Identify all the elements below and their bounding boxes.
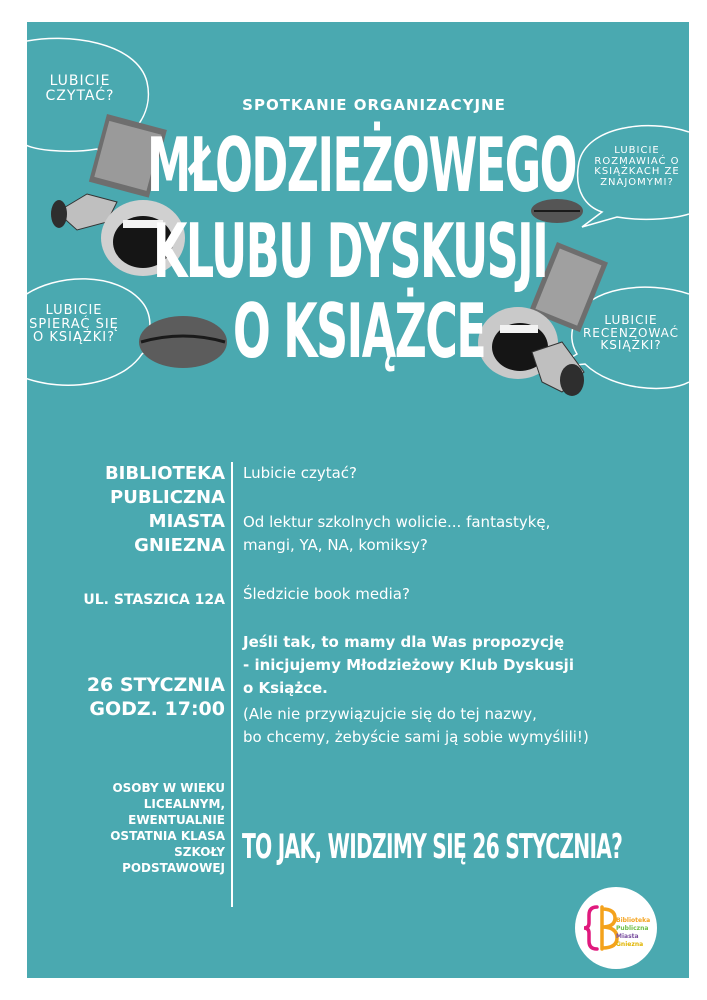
audience-line-4: OSTATNIA KLASA: [110, 829, 225, 843]
logo-brace-icon: [584, 907, 597, 949]
audience-line-5: SZKOŁY: [174, 845, 225, 859]
library-line-2: PUBLICZNA: [110, 487, 225, 508]
body-paragraph-2: [243, 511, 550, 557]
library-line-4: GNIEZNA: [134, 535, 225, 556]
collage-lips-left: [139, 316, 227, 368]
body-paragraph-5-line-1: (Ale nie przywiązujcie się do tej nazwy,: [243, 705, 537, 723]
logo-line-4: Gniezna: [616, 941, 644, 948]
audience-line-3: EWENTUALNIE: [128, 813, 225, 827]
audience-line-6: PODSTAWOWEJ: [122, 861, 225, 875]
title-line-3: O KSIĄŻCE: [233, 288, 486, 376]
event-date: 26 STYCZNIA: [86, 674, 225, 696]
call-to-action: TO JAK, WIDZIMY SIĘ 26 STYCZNIA?: [242, 828, 623, 867]
bubble-text-3: LUBICIE SPIERAĆ SIĘ O KSIĄŻKI?: [29, 303, 119, 346]
event-time: GODZ. 17:00: [89, 698, 225, 720]
audience-line-1: OSOBY W WIEKU: [112, 781, 225, 795]
title-line-1: MŁODZIEŻOWEGO: [147, 122, 576, 210]
logo-line-2: Publiczna: [616, 925, 649, 932]
bubble-text-4: LUBICIE RECENZOWAĆ KSIĄŻKI?: [582, 313, 680, 353]
bubble-text-1: LUBICIE CZYTAĆ?: [45, 73, 115, 104]
body-paragraph-4-line-3: o Książce.: [243, 679, 328, 697]
title-line-2: KLUBU DYSKUSJI: [153, 208, 548, 296]
library-logo: [575, 887, 657, 969]
body-paragraph-4-line-2: - inicjujemy Młodzieżowy Klub Dyskusji: [243, 656, 574, 674]
library-line-3: MIASTA: [148, 511, 225, 532]
event-date-time: [27, 673, 225, 721]
audience-line-2: LICEALNYM,: [143, 797, 225, 811]
body-paragraph-2-line-2: mangi, YA, NA, komiksy?: [243, 536, 428, 554]
body-paragraph-5-line-2: bo chcemy, żebyście sami ją sobie wymyślili!): [243, 728, 589, 746]
logo-line-1: Biblioteka: [616, 917, 651, 924]
bubble-text-2: LUBICIE ROZMAWIAĆ O KSIĄŻKACH ZE ZNAJOMYMI?: [594, 145, 680, 188]
body-paragraph-3: Śledzicie book media?: [243, 585, 410, 603]
column-divider: [231, 462, 233, 907]
body-paragraph-4-line-1: Jeśli tak, to mamy dla Was propozycję: [243, 633, 565, 651]
body-paragraph-4: [243, 631, 574, 700]
poster: [27, 22, 689, 978]
logo-line-3: Miasta: [616, 933, 639, 940]
audience-info: [27, 780, 225, 876]
library-line-1: BIBLIOTEKA: [104, 463, 225, 484]
event-subtitle: SPOTKANIE ORGANIZACYJNE: [242, 96, 506, 114]
body-paragraph-2-line-1: Od lektur szkolnych wolicie... fantastykę,: [243, 513, 551, 531]
library-address: UL. STASZICA 12A: [83, 592, 225, 608]
logo-b-icon: [602, 907, 617, 949]
logo-text: [616, 917, 650, 949]
body-paragraph-1: Lubicie czytać?: [243, 464, 357, 482]
body-paragraph-5: [243, 703, 589, 749]
library-name: [27, 462, 225, 558]
